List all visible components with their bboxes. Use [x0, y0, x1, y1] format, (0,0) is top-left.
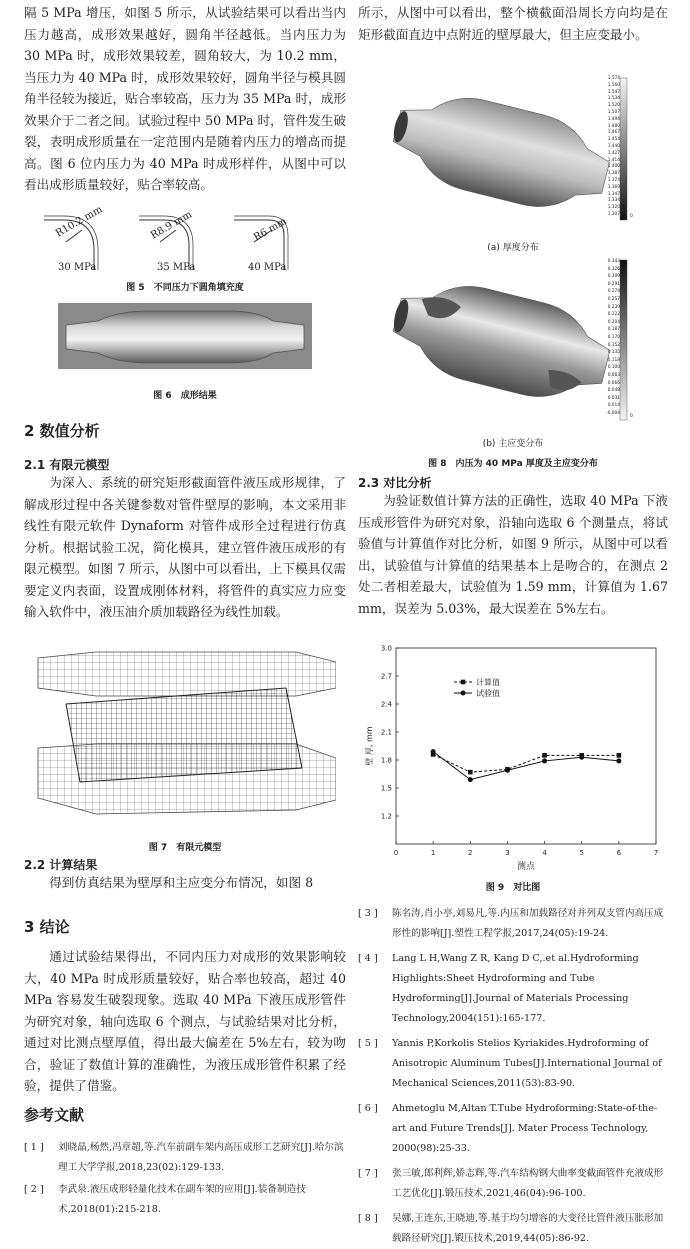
y-tick-label: 1.8 [380, 756, 392, 765]
series-point-experimental [542, 758, 547, 763]
y-tick-label: 2.1 [380, 728, 392, 737]
thickness-zero: 0 [630, 214, 633, 219]
references-list-right [358, 904, 668, 1249]
series-point-experimental [431, 749, 436, 754]
reference-item [24, 1138, 346, 1178]
reference-item [358, 1209, 668, 1249]
reference-number: [ 8 ] [358, 1213, 378, 1224]
section-2-1-title: 2.1 有限元模型 [24, 458, 110, 472]
reference-text: 吴娜,王连东,王晓迪,等.基于均匀增容的大变径比管件液压胀形加载路径研究[J].锻压技术,2019,44(05):86-92. [392, 1213, 664, 1244]
reference-text: 李武泉.液压成形轻量化技术在副车架的应用[J].装备制造技术,2018(01):215-218. [58, 1184, 306, 1215]
series-point-experimental [505, 768, 510, 773]
series-point-calculated [617, 753, 622, 758]
fig6-caption: 图 6 成形结果 [153, 391, 217, 401]
figure-6 [58, 303, 312, 369]
x-tick-label: 5 [579, 849, 584, 857]
legend-label-2: 试验值 [476, 689, 500, 698]
figure-8a [384, 74, 644, 226]
fig5-radius-3: R6 mm [252, 215, 289, 244]
reference-text: 陈名涛,肖小亭,刘易凡,等.内压和加载路径对并列双支管内高压成形性的影响[J].塑性工程学报,2017,24(05):19-24. [392, 908, 664, 939]
section-3-title: 3 结论 [24, 918, 70, 936]
reference-text: 张三敏,郎利辉,娇志辉,等.汽车结构钢大曲率变截面管件充液成形工艺优化[J].锻压技术,2021,46(04):96-100. [392, 1168, 664, 1199]
reference-number: [ 5 ] [358, 1038, 378, 1049]
fig9-caption: 图 9 对比图 [485, 883, 541, 893]
legend-label-1: 计算值 [476, 678, 500, 687]
legend-marker-experimental [461, 691, 466, 696]
reference-item [358, 949, 668, 1029]
section-2-2-paragraph: 得到仿真结果为壁厚和主应变分布情况，如图 8 [49, 875, 314, 890]
x-axis-label: 测点 [516, 862, 536, 872]
series-line-1 [433, 754, 619, 772]
x-tick-label: 2 [468, 849, 473, 857]
reference-item [358, 1099, 668, 1159]
fig5-pressure-3: 40 MPa [248, 262, 287, 273]
fig5-radius-2: R8.9 mm [149, 209, 194, 242]
series-point-experimental [468, 777, 473, 782]
section-2-3-title: 2.3 对比分析 [358, 476, 432, 490]
reference-text: Yannis P,Korkolis Stelios Kyriakides.Hydroforming of Anisotropic Aluminum Tubes[J].International Journal of Mechanical Sciences,2011(53):83-90. [392, 1038, 662, 1089]
y-tick-label: 1.5 [380, 784, 392, 793]
series-line-2 [433, 752, 619, 780]
reference-item [24, 1180, 346, 1220]
series-point-experimental [579, 755, 584, 760]
reference-item [358, 904, 668, 944]
reference-text: 刘晓晶,杨然,冯章超,等.汽车前副车架内高压成形工艺研究[J].哈尔滨理工大学学报,2018,23(02):129-133. [58, 1142, 344, 1173]
y-tick-label: 3.0 [380, 644, 392, 653]
y-axis-label: 壁 厚, mm [365, 726, 374, 766]
figure-7 [36, 648, 336, 828]
fig5-radius-1: R10.2 mm [54, 204, 105, 240]
x-tick-label: 1 [430, 849, 436, 857]
y-tick-label: 2.7 [380, 672, 392, 681]
series-point-calculated [468, 770, 473, 775]
reference-number: [ 1 ] [24, 1142, 44, 1153]
figure-5 [24, 204, 346, 278]
series-point-experimental [616, 758, 621, 763]
intro-paragraph: 隔 5 MPa 增压，如图 5 所示，从试验结果可以看出当内压力越高，成形效果越好，圆角半径越低。当内压力为 30 MPa 时，成形效果较差，圆角较大，为 10.2 mm，当压力为 40 MPa 时，成形效果较好，圆角半径与模具圆角半径较为接近，贴合率较高，压力为 35 MPa 时，成形效果介于二者之间。试验过程中 50 MPa 时，管件发生破裂，表明成形质量在一定范围内是随着内压力的增高而提高。图 6 位内压力为 40 MPa 时成形样件，从图中可以看出成形质量较好，贴合率较高。 [24, 5, 346, 192]
fig5-pressure-1: 30 MPa [58, 262, 97, 273]
figure-8b [384, 256, 644, 424]
x-tick-label: 3 [505, 849, 510, 857]
fig8a-caption: (a) 厚度分布 [487, 243, 539, 253]
reference-number: [ 6 ] [358, 1103, 378, 1114]
section-2-1-paragraph: 为深入、系统的研究矩形截面管件液压成形规律，了解成形过程中各关键参数对管件壁厚的影响，本文采用非线性有限元软件 Dynaform 对管件成形全过程进行仿真分析。根据试验工况，简化模具，建立管件液压成形的有限元模型。如图 7 所示，从图中可以看出，上下模具仅需要定义内表面，设置成刚体材料，将管件的真实应力应变输入软件中，液压油介质加载路径为线性加载。 [24, 475, 346, 619]
reference-item [358, 1164, 668, 1204]
fig7-caption: 图 7 有限元模型 [148, 843, 222, 853]
plot-frame [396, 648, 656, 844]
x-tick-label: 7 [653, 849, 659, 857]
reference-number: [ 3 ] [358, 908, 378, 919]
formed-tube-photo [58, 303, 312, 369]
reference-item [358, 1034, 668, 1094]
right-top-paragraph: 所示，从图中可以看出，整个横截面沿周长方向均是在矩形截面直边中点附近的壁厚最大，但主应变最小。 [358, 5, 668, 42]
strain-legend: 0.343 0.326 0.309 0.291 0.274 0.257 0.239 0.222 0.204 0.187 0.170 0.152 0.135 0.118 0.100 0.083 0.066 0.048 0.031 0.014 -0.004 [606, 259, 620, 416]
x-tick-label: 6 [616, 849, 622, 857]
legend-marker-calculated [461, 680, 466, 685]
reference-number: [ 7 ] [358, 1168, 378, 1179]
reference-text: Ahmetoglu M,Altan T.Tube Hydroforming:State-of-the-art and Future Trends[J]. Mater Process Technology, 2000(98):25-33. [392, 1103, 658, 1154]
fig8-caption: 图 8 内压为 40 MPa 厚度及主应变分布 [428, 459, 598, 469]
reference-text: Lang L H,Wang Z R, Kang D C,.et al.Hydroforming Highlights:Sheet Hydroforming and Tube Hydroforming[J].Journal of Materials Processing Technology,2004(151):165-177. [392, 953, 639, 1024]
section-2-2-title: 2.2 计算结果 [24, 858, 98, 872]
y-tick-label: 2.4 [380, 700, 392, 709]
section-3-paragraph: 通过试验结果得出，不同内压力对成形的效果影响较大，40 MPa 时成形质量较好，贴合率也较高，超过 40 MPa 容易发生破裂现象。选取 40 MPa 下液压成形管件为研究对象，轴向选取 6 个测点，与试验结果对比分析，通过对比测点壁厚值，得出最大偏差在 5%左右，较为吻合，验证了数值计算的准确性，为液压成形管件积累了经验，提供了借鉴。 [24, 949, 346, 1093]
thickness-legend: 1.574 1.560 1.547 1.534 1.520 1.507 1.494 1.480 1.467 1.454 1.440 1.427 1.414 1.400 1.387 1.374 1.360 1.347 1.334 1.320 1.307 [607, 76, 620, 217]
comparison-chart [358, 640, 668, 872]
section-2-title: 2 数值分析 [24, 422, 100, 440]
references-title: 参考文献 [24, 1106, 85, 1124]
fig5-caption: 图 5 不同压力下圆角填充度 [126, 283, 244, 293]
figure-9 [358, 640, 668, 872]
series-point-calculated [542, 753, 547, 758]
fig8b-caption: (b) 主应变分布 [482, 439, 544, 449]
section-2-3-paragraph: 为验证数值计算方法的正确性，选取 40 MPa 下液压成形管件为研究对象，沿轴向选取 6 个测量点，将试验值与计算值作对比分析，如图 9 所示，从图中可以看出，试验值与计算值的结果基本上是吻合的，在测点 2 处二者相差最大，试验值为 1.59 mm，计算值为 1.67 mm，误差为 5.03%，最大误差在 5%左右。 [358, 493, 668, 616]
strain-zero: 0 [630, 414, 633, 419]
x-tick-label: 0 [393, 849, 399, 857]
fe-mesh-model [36, 648, 336, 828]
fig5-pressure-2: 35 MPa [157, 262, 196, 273]
reference-number: [ 4 ] [358, 953, 378, 964]
references-list-left [24, 1138, 346, 1220]
x-tick-label: 4 [542, 849, 547, 857]
y-tick-label: 1.2 [380, 812, 392, 821]
reference-number: [ 2 ] [24, 1184, 44, 1195]
